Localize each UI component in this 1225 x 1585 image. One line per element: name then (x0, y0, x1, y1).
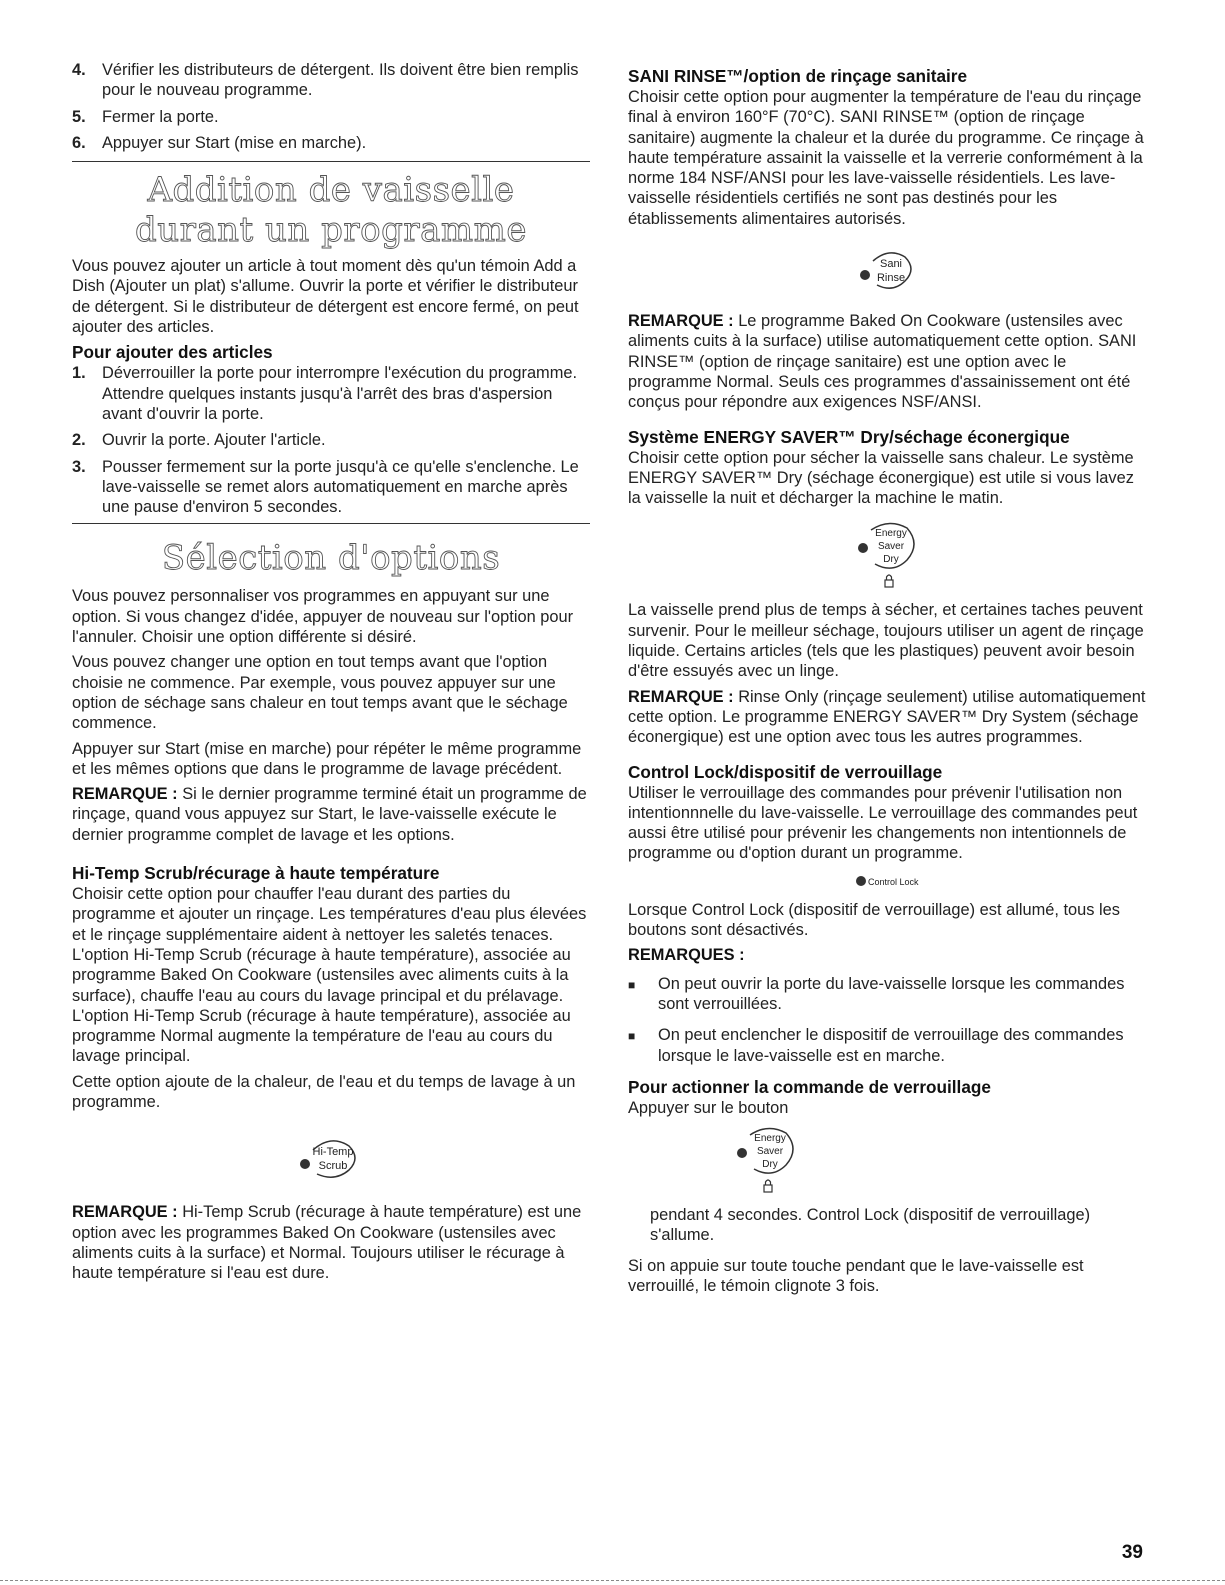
section-sani-rinse (628, 66, 1150, 413)
subheading-add-items: Pour ajouter des articles (72, 342, 273, 363)
energy-icon-line2: Saver (877, 541, 905, 553)
lock-button-icon (628, 1123, 1150, 1197)
sani-icon-line2: Rinse (876, 272, 906, 285)
lock-press-text: Appuyer sur le bouton (628, 1098, 789, 1117)
hitemp-icon-line2: Scrub (318, 1160, 348, 1173)
section-divider (72, 161, 590, 162)
hitemp-icon-line1: Hi-Temp (312, 1146, 354, 1159)
list-item: 6. Appuyer sur Start (mise en marche). (72, 133, 367, 152)
lock-paragraph: Si on appuie sur toute touche pendant que le lave-vaisselle est verrouillé, le témoin clignote 3 fois. (628, 1256, 1084, 1295)
energy-paragraph: Choisir cette option pour sécher la vaisselle sans chaleur. Le système ENERGY SAVER™ Dry (séchage éconergique) est utile si vous lavez la vaisselle la nuit et décharger la machine le matin. (628, 448, 1134, 508)
lock-icon (885, 580, 893, 587)
left-column (72, 60, 590, 1288)
energy-icon-line1: Energy (875, 528, 907, 540)
options-paragraph: Vous pouvez personnaliser vos programmes en appuyant sur une option. Si vous changez d'idée, appuyer de nouveau sur l'option pour l'annuler. Choisir une option différente si désiré. (72, 587, 574, 647)
sani-button-icon (628, 243, 1150, 297)
bottom-scan-edge (0, 1580, 1225, 1581)
list-item: 3. Pousser fermement sur la porte jusqu'à ce qu'elle s'enclenche. Le lave-vaisselle se remet alors automatiquement en marche après une pause d'environ 5 secondes. (72, 457, 579, 517)
lock-paragraph: Lorsque Control Lock (dispositif de verrouillage) est allumé, tous les boutons sont désactivés. (628, 900, 1120, 940)
list-item: 1. Déverrouiller la porte pour interrompre l'exécution du programme. Attendre quelques instants jusqu'à l'arrêt des bras d'aspersion avant d'ouvrir la porte. (72, 364, 578, 423)
lock-notes-label: REMARQUES : (628, 946, 745, 965)
section-energy-saver (628, 427, 1150, 748)
list-item: 2. Ouvrir la porte. Ajouter l'article. (72, 431, 326, 450)
page-number: 39 (1121, 1542, 1143, 1563)
steps-continued (72, 60, 590, 153)
lock-paragraph: Utiliser le verrouillage des commandes pour prévenir l'utilisation non intentionnnelle du lave-vaisselle. Le verrouillage des commandes peut aussi être utilisé pour prévenir les changements non intentionnels de programme ou d'option durant un programme. (628, 783, 1138, 863)
hitemp-heading: Hi-Temp Scrub/récurage à haute température (72, 863, 440, 884)
energy-saver-dry-icon (849, 518, 929, 592)
control-lock-led-icon (839, 872, 939, 890)
section-divider (72, 523, 590, 524)
lock-subheading: Pour actionner la commande de verrouillage (628, 1076, 991, 1097)
sani-icon-line1: Sani (879, 258, 903, 271)
lock-heading: Control Lock/dispositif de verrouillage (628, 761, 943, 782)
section-hitemp (72, 863, 590, 1283)
energy-saver-dry-icon (728, 1123, 808, 1197)
list-item: 4. Vérifier les distributeurs de détergent. Ils doivent être bien remplis pour le nouveau programme. (72, 61, 579, 100)
control-lock-indicator (628, 872, 1150, 890)
energy-note: REMARQUE : Rinse Only (rinçage seulement) utilise automatiquement cette option. Le programme ENERGY SAVER™ Dry System (séchage éconergique) est une option avec tous les autres programmes. (628, 687, 1146, 747)
lock-hold-text: pendant 4 secondes. Control Lock (dispositif de verrouillage) s'allume. (650, 1206, 1091, 1245)
options-paragraph: Vous pouvez changer une option en tout temps avant que l'option choisie ne commence. Par exemple, vous pouvez appuyer sur une option de séchage sans chaleur en tout temps avant que le séchage commence. (72, 653, 568, 733)
right-column (628, 60, 1150, 1301)
sani-heading: SANI RINSE™/option de rinçage sanitaire (628, 66, 968, 86)
section-title: Sélection d'options (161, 538, 501, 579)
sani-paragraph: Choisir cette option pour augmenter la température de l'eau du rinçage final à environ 160°F (70°C). SANI RINSE™ (option de rinçage sanitaire) augmente la chaleur et la durée du programme. Ce rinçage à haute température assainit la vaisselle et la verrerie conformément à la norme 184 NSF/ANSI pour les lave-vaisselle résidentiels. Les lave-vaisselle résidentiels certifiés ne sont pas destinés pour les établissements alimentaires autorisés. (628, 88, 1144, 228)
section-title-line2: durant un programme (134, 210, 528, 251)
section-add-dish (72, 170, 590, 517)
hitemp-paragraph: Cette option ajoute de la chaleur, de l'eau et du temps de lavage à un programme. (72, 1072, 576, 1111)
hitemp-button-icon (72, 1130, 590, 1186)
control-lock-label: Control Lock (868, 876, 919, 887)
energy-button-icon (628, 518, 1150, 592)
options-note: REMARQUE : Si le dernier programme terminé était un programme de rinçage, quand vous appuyez sur Start, le lave-vaisselle exécute le dernier programme complet de lavage et les options. (72, 785, 587, 844)
energy-heading: Système ENERGY SAVER™ Dry/séchage éconergique (628, 426, 1070, 447)
options-paragraph: Appuyer sur Start (mise en marche) pour répéter le même programme et les mêmes options que dans le programme de lavage précédent. (72, 739, 582, 778)
lock-icon-line3: Dry (762, 1159, 778, 1171)
list-item: 5. Fermer la porte. (72, 107, 219, 126)
sani-rinse-icon (849, 243, 929, 297)
section-control-lock (628, 762, 1150, 1297)
hitemp-paragraph: Choisir cette option pour chauffer l'eau durant des parties du programme et ajouter un rinçage. Les températures d'eau plus élevées et le rinçage supplémentaire aident à nettoyer les saletés tenaces. L'option Hi-Temp Scrub (récurage à haute température), associée au programme Baked On Cookware (ustensiles avec aliments cuits à la surface), chauffe l'eau au cours du lavage principal et du prélavage. L'option Hi-Temp Scrub (récurage à haute température), associée au programme Normal augmente la température de l'eau au cours du lavage principal. (72, 885, 587, 1066)
section-options (72, 538, 590, 845)
energy-icon-line3: Dry (883, 554, 899, 566)
energy-paragraph: La vaisselle prend plus de temps à sécher, et certaines taches peuvent survenir. Pour le meilleur séchage, toujours utiliser un agent de rinçage liquide. Certains articles (tels que les plastiques) peuvent avoir besoin d'être essuyés avec un linge. (628, 601, 1144, 681)
list-item: ■ On peut enclencher le dispositif de verrouillage des commandes lorsque le lave-vaisselle est en marche. (628, 1026, 1124, 1065)
sani-note: REMARQUE : Le programme Baked On Cookware (ustensiles avec aliments cuits à la surface) utilise automatiquement cette option. SANI RINSE™ (option de rinçage sanitaire) est une option avec le programme Normal. Seuls ces programmes d'assainissement ont été conçus pour répondre aux exigences NSF/ANSI. (628, 312, 1137, 412)
lock-icon-line2: Saver (756, 1146, 784, 1158)
lock-notes-list (628, 974, 1150, 1066)
section-title-line1: Addition de vaisselle (147, 170, 515, 211)
hitemp-scrub-icon (291, 1130, 371, 1186)
list-item: ■ On peut ouvrir la porte du lave-vaisselle lorsque les commandes sont verrouillées. (628, 974, 1125, 1013)
hitemp-note: REMARQUE : Hi-Temp Scrub (récurage à haute température) est une option avec les programmes Baked On Cookware (ustensiles avec aliments cuits à la surface) et Normal. Toujours utiliser le récurage à haute température si l'eau est dure. (72, 1203, 582, 1283)
add-items-steps (72, 363, 590, 517)
lock-icon (764, 1185, 772, 1192)
lock-icon-line1: Energy (754, 1133, 786, 1145)
add-dish-intro: Vous pouvez ajouter un article à tout moment dès qu'un témoin Add a Dish (Ajouter un plat) s'allume. Ouvrir la porte et vérifier le distributeur de détergent. Si le distributeur de détergent est encore fermé, on peut ajouter des articles. (72, 257, 579, 337)
